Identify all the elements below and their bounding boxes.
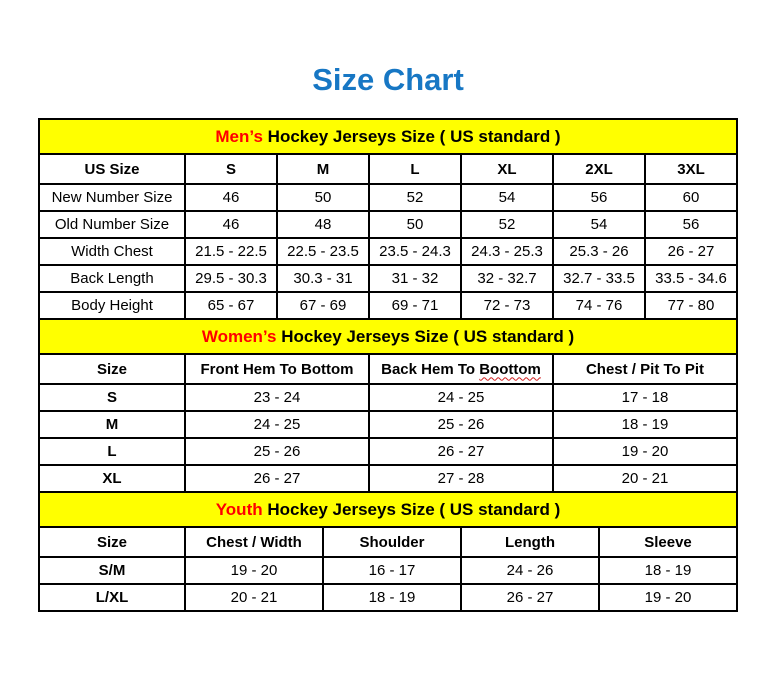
size-cell: 18 - 19: [599, 557, 737, 584]
size-cell: 60: [645, 184, 737, 211]
youth-size-table: [38, 491, 738, 612]
column-header: Chest / Width: [185, 527, 323, 557]
column-header: Chest / Pit To Pit: [553, 354, 737, 384]
column-header: XL: [461, 154, 553, 184]
size-cell: 48: [277, 211, 369, 238]
womens-title-highlight: Women’s: [201, 326, 277, 346]
size-cell: 25.3 - 26: [553, 238, 645, 265]
size-cell: 54: [461, 184, 553, 211]
size-cell: 65 - 67: [185, 292, 277, 319]
row-label: S: [39, 384, 185, 411]
column-header: US Size: [39, 154, 185, 184]
mens-header-row: [39, 154, 737, 184]
size-cell: 27 - 28: [369, 465, 553, 492]
size-cell: 29.5 - 30.3: [185, 265, 277, 292]
column-header: Length: [461, 527, 599, 557]
row-label: L/XL: [39, 584, 185, 611]
mens-title-highlight: Men’s: [215, 126, 263, 146]
size-cell: 25 - 26: [185, 438, 369, 465]
table-row: [39, 411, 737, 438]
column-header: Sleeve: [599, 527, 737, 557]
column-header: Shoulder: [323, 527, 461, 557]
column-header-misspelled: [369, 354, 553, 384]
size-cell: 50: [369, 211, 461, 238]
row-label: New Number Size: [39, 184, 185, 211]
mens-table-title: [39, 119, 737, 154]
table-row: [39, 584, 737, 611]
page-title: Size Chart: [312, 62, 464, 97]
youth-title-highlight: Youth: [215, 499, 263, 519]
row-label: Old Number Size: [39, 211, 185, 238]
womens-header-row: [39, 354, 737, 384]
size-cell: 23.5 - 24.3: [369, 238, 461, 265]
mens-band-row: [39, 119, 737, 154]
table-row: [39, 292, 737, 319]
size-cell: 26 - 27: [645, 238, 737, 265]
size-cell: 18 - 19: [553, 411, 737, 438]
size-cell: 72 - 73: [461, 292, 553, 319]
size-cell: 22.5 - 23.5: [277, 238, 369, 265]
size-cell: 30.3 - 31: [277, 265, 369, 292]
column-header: 3XL: [645, 154, 737, 184]
column-header: S: [185, 154, 277, 184]
row-label: XL: [39, 465, 185, 492]
mens-size-table: [38, 118, 738, 320]
table-row: [39, 238, 737, 265]
womens-title-rest: Hockey Jerseys Size ( US standard ): [281, 326, 575, 346]
size-cell: 31 - 32: [369, 265, 461, 292]
column-header: Front Hem To Bottom: [185, 354, 369, 384]
column-header-misspelled-word: Boottom: [479, 360, 541, 378]
size-cell: 19 - 20: [599, 584, 737, 611]
size-cell: 17 - 18: [553, 384, 737, 411]
size-cell: 77 - 80: [645, 292, 737, 319]
size-cell: 26 - 27: [461, 584, 599, 611]
size-cell: 25 - 26: [369, 411, 553, 438]
table-row: [39, 384, 737, 411]
size-cell: 20 - 21: [185, 584, 323, 611]
size-cell: 32.7 - 33.5: [553, 265, 645, 292]
size-cell: 46: [185, 184, 277, 211]
column-header: Size: [39, 354, 185, 384]
table-row: [39, 265, 737, 292]
table-row: [39, 184, 737, 211]
youth-header-row: [39, 527, 737, 557]
size-cell: 56: [553, 184, 645, 211]
size-cell: 74 - 76: [553, 292, 645, 319]
size-cell: 52: [461, 211, 553, 238]
size-cell: 50: [277, 184, 369, 211]
row-label: M: [39, 411, 185, 438]
size-cell: 16 - 17: [323, 557, 461, 584]
table-row: [39, 557, 737, 584]
womens-band-row: [39, 319, 737, 354]
size-cell: 21.5 - 22.5: [185, 238, 277, 265]
column-header: L: [369, 154, 461, 184]
row-label: S/M: [39, 557, 185, 584]
size-cell: 24 - 25: [185, 411, 369, 438]
size-cell: 24.3 - 25.3: [461, 238, 553, 265]
size-cell: 69 - 71: [369, 292, 461, 319]
size-cell: 18 - 19: [323, 584, 461, 611]
mens-title-rest: Hockey Jerseys Size ( US standard ): [267, 126, 561, 146]
column-header: 2XL: [553, 154, 645, 184]
row-label: Width Chest: [39, 238, 185, 265]
column-header: Size: [39, 527, 185, 557]
column-header-prefix: Back Hem To: [381, 360, 476, 378]
womens-table-title: [39, 319, 737, 354]
size-cell: 46: [185, 211, 277, 238]
youth-table-title: [39, 492, 737, 527]
size-cell: 67 - 69: [277, 292, 369, 319]
size-cell: 19 - 20: [553, 438, 737, 465]
table-row: [39, 438, 737, 465]
size-cell: 24 - 26: [461, 557, 599, 584]
size-cell: 54: [553, 211, 645, 238]
size-cell: 23 - 24: [185, 384, 369, 411]
size-cell: 19 - 20: [185, 557, 323, 584]
size-cell: 56: [645, 211, 737, 238]
size-cell: 20 - 21: [553, 465, 737, 492]
row-label: Body Height: [39, 292, 185, 319]
column-header: M: [277, 154, 369, 184]
row-label: Back Length: [39, 265, 185, 292]
youth-band-row: [39, 492, 737, 527]
size-cell: 26 - 27: [369, 438, 553, 465]
size-cell: 32 - 32.7: [461, 265, 553, 292]
size-cell: 52: [369, 184, 461, 211]
youth-title-rest: Hockey Jerseys Size ( US standard ): [267, 499, 561, 519]
womens-size-table: [38, 318, 738, 493]
table-row: [39, 211, 737, 238]
table-row: [39, 465, 737, 492]
size-tables-container: [0, 118, 776, 612]
size-cell: 26 - 27: [185, 465, 369, 492]
size-cell: 24 - 25: [369, 384, 553, 411]
row-label: L: [39, 438, 185, 465]
size-cell: 33.5 - 34.6: [645, 265, 737, 292]
